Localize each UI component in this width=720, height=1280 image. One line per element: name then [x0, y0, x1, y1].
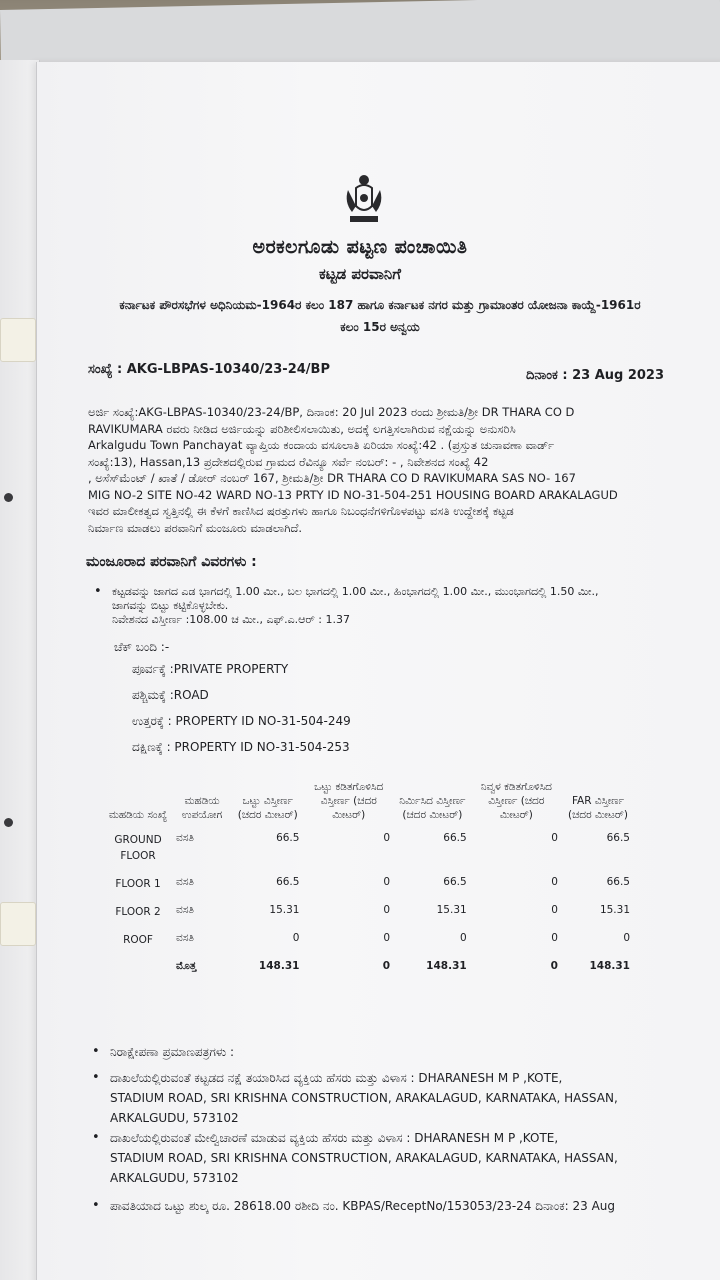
cell-value: 66.5: [276, 832, 300, 844]
cell-total: 148.31: [589, 960, 630, 972]
table-row: [104, 926, 634, 954]
plan-prepared-line: • ದಾಖಲೆಯಲ್ಲಿರುವಂತೆ ಕಟ್ಟಡದ ನಕ್ಷೆ ತಯಾರಿಸಿದ ವ್ಯಕ್ತಿಯ ಹೆಸರು ಮತ್ತು ವಿಳಾಸ : DHARANESH M P ,KOTE,: [110, 1071, 563, 1085]
column-header: FAR ವಿಸ್ತೀರ್ಣ (ಚದರ ಮೀಟರ್): [568, 795, 628, 821]
supervised-line: ARKALGUDU, 573102: [110, 1171, 239, 1185]
paragraph-line: Arkalgudu Town Panchayat ವ್ಯಾಪ್ತಿಯ ಕಂದಾಯ ವಸೂಲಾತಿ ಏರಿಯಾ ಸಂಖ್ಯೆ:42 . (ಪ್ರಸ್ತುತ ಚುನಾವಣಾ ವಾರ್ಡ್: [88, 438, 555, 452]
setback-details: [112, 585, 652, 627]
cell-total: 148.31: [426, 960, 467, 972]
cell-value: 0: [383, 904, 391, 916]
reference-number: ಸಂಖ್ಯೆ : AKG-LBPAS-10340/23-24/BP: [88, 362, 330, 377]
cell-value: 0: [292, 932, 300, 944]
cell-usage: ವಸತಿ: [176, 904, 194, 916]
column-header: ಒಟ್ಟು ವಿಸ್ತೀರ್ಣ (ಚದರ ಮೀಟರ್): [237, 795, 298, 821]
cell-value: 0: [383, 932, 391, 944]
cell-total-label: ಮೊತ್ತ: [176, 960, 197, 972]
cell-value: 0: [383, 876, 391, 888]
plan-prepared-line: STADIUM ROAD, SRI KRISHNA CONSTRUCTION, ARAKALAGUD, KARNATAKA, HASSAN,: [110, 1091, 618, 1105]
boundary-west: ಪಶ್ಚಿಮಕ್ಕೆ :ROAD: [132, 688, 209, 702]
table-total-row: [104, 954, 634, 979]
supervised-by: [110, 1128, 618, 1188]
column-header: ಮಹಡಿಯ ಸಂಖ್ಯೆ: [108, 809, 168, 821]
cell-floor: [104, 954, 172, 979]
checkbandi-heading: ಚೆಕ್ ಬಂದಿ :-: [114, 640, 170, 654]
table-row: [104, 826, 634, 870]
cell-value: 15.31: [436, 904, 467, 916]
cell-value: 15.31: [599, 904, 630, 916]
paragraph-line: ನಿರ್ಮಾಣ ಮಾಡಲು ಪರವಾನಿಗೆ ಮಂಜೂರು ಮಾಡಲಾಗಿದೆ.: [88, 520, 303, 535]
paragraph-line: , ಅಸೆಸ್‌ಮೆಂಟ್ / ಖಾತೆ / ಡೋರ್ ನಂಬರ್ 167, ಶ್ರೀಮತಿ/ಶ್ರೀ DR THARA CO D RAVIKUMARA SAS NO- 167: [88, 471, 576, 485]
table-row: [104, 870, 634, 898]
cell-usage: ವಸತಿ: [176, 832, 194, 844]
floor-area-table: [104, 780, 634, 979]
cell-total: 0: [550, 960, 558, 972]
cell-usage: ವಸತಿ: [176, 932, 194, 944]
cell-value: 0: [623, 932, 630, 944]
cell-value: 66.5: [606, 876, 630, 888]
cell-floor: GROUND FLOOR: [114, 834, 162, 862]
cell-total: 148.31: [258, 960, 300, 972]
setback-line: • ಕಟ್ಟಡವನ್ನು ಜಾಗದ ಎಡ ಭಾಗದಲ್ಲಿ 1.00 ಮೀ., ಬಲ ಭಾಗದಲ್ಲಿ 1.00 ಮೀ., ಹಿಂಭಾಗದಲ್ಲಿ 1.00 ಮೀ., ಮುಂಭಾಗದಲ್ಲಿ 1.50 ಮೀ.,: [112, 585, 599, 598]
cell-floor: FLOOR 1: [115, 878, 161, 890]
cell-total: 0: [382, 960, 391, 972]
noc-heading: • ನಿರಾಕ್ಷೇಪಣಾ ಪ್ರಮಾಣಪತ್ರಗಳು :: [110, 1042, 234, 1062]
paragraph-line: MIG NO-2 SITE NO-42 WARD NO-13 PRTY ID NO-31-504-251 HOUSING BOARD ARAKALAGUD: [88, 487, 618, 502]
government-emblem-icon: [342, 172, 386, 226]
supervised-line: • ದಾಖಲೆಯಲ್ಲಿರುವಂತೆ ಮೇಲ್ವಿಚಾರಣೆ ಮಾಡುವ ವ್ಯಕ್ತಿಯ ಹೆಸರು ಮತ್ತು ವಿಳಾಸ : DHARANESH M P ,KOTE,: [110, 1131, 559, 1145]
page-title: ಅರಕಲಗೂಡು ಪಟ್ಟಣ ಪಂಚಾಯಿತಿ: [252, 236, 468, 258]
setback-line: ಜಾಗವನ್ನು ಬಿಟ್ಟು ಕಟ್ಟಿಕೊಳ್ಳಬೇಕು.: [112, 599, 229, 612]
paragraph-line: ಸಂಖ್ಯೆ:13), Hassan,13 ಪ್ರದೇಶದಲ್ಲಿರುವ ಗ್ರಾಮದ ರೆವಿನ್ಯೂ ಸರ್ವೆ ನಂಬರ್: - , ನಿವೇಶನದ ಸಂಖ್ಯೆ 42: [88, 454, 489, 469]
section-heading: ಮಂಜೂರಾದ ಪರವಾನಿಗೆ ವಿವರಗಳು :: [86, 554, 257, 570]
paragraph-line: ಇವರ ಮಾಲೀಕತ್ವದ ಸ್ವತ್ತಿನಲ್ಲಿ ಈ ಕೆಳಗೆ ಕಾಣಿಸಿದ ಷರತ್ತುಗಳು ಹಾಗೂ ನಿಬಂಧನೆಗಳಿಗೊಳಪಟ್ಟು ವಸತಿ ಉದ್ದೇಶಕ್ಕೆ ಕಟ್ಟಡ: [88, 504, 514, 518]
boundary-north: ಉತ್ತರಕ್ಕೆ : PROPERTY ID NO-31-504-249: [132, 714, 351, 728]
cell-value: 66.5: [443, 832, 467, 844]
column-header: ಒಟ್ಟು ಕಡಿತಗೊಳಿಸಿದ ವಿಸ್ತೀರ್ಣ (ಚದರ ಮೀಟರ್): [314, 781, 384, 821]
supervised-line: STADIUM ROAD, SRI KRISHNA CONSTRUCTION, ARAKALAGUD, KARNATAKA, HASSAN,: [110, 1151, 618, 1165]
column-header: ನಿರ್ಮಿಸಿದ ವಿಸ್ತೀರ್ಣ (ಚದರ ಮೀಟರ್): [399, 795, 466, 821]
paragraph-line: ಅರ್ಜಿ ಸಂಖ್ಯೆ:AKG-LBPAS-10340/23-24/BP, ದಿನಾಂಕ: 20 Jul 2023 ರಂದು ಶ್ರೀಮತಿ/ಶ್ರೀ DR THARA CO D: [88, 405, 575, 419]
boundary-east: ಪೂರ್ವಕ್ಕೆ :PRIVATE PROPERTY: [132, 662, 289, 676]
legal-reference-line: ಕಲಂ 15ರ ಅನ್ವಯ: [340, 320, 420, 334]
cell-value: 66.5: [606, 832, 630, 844]
setback-line: ನಿವೇಶನದ ವಿಸ್ತೀರ್ಣ :108.00 ಚ ಮೀ., ಎಫ್.ಎ.ಆರ್ : 1.37: [112, 613, 351, 626]
table-header-row: [104, 780, 634, 826]
cell-floor: FLOOR 2: [115, 906, 161, 918]
legal-reference-line: ಕರ್ನಾಟಕ ಪೌರಸಭೆಗಳ ಅಧಿನಿಯಮ-1964ರ ಕಲಂ 187 ಹಾಗೂ ಕರ್ನಾಟಕ ನಗರ ಮತ್ತು ಗ್ರಾಮಾಂತರ ಯೋಜನಾ ಕಾಯ್ದೆ-1961ರ: [119, 298, 641, 312]
cell-usage: ವಸತಿ: [176, 876, 194, 888]
intro-paragraph: [88, 404, 648, 536]
plan-prepared-line: ARKALGUDU, 573102: [110, 1111, 239, 1125]
cell-value: 0: [551, 904, 558, 916]
fee-paid: • ಪಾವತಿಯಾದ ಒಟ್ಟು ಶುಲ್ಕ ರೂ. 28618.00 ರಶೀದಿ ನಂ. KBPAS/ReceptNo/153053/23-24 ದಿನಾಂಕ: 23 Aug: [110, 1196, 615, 1216]
legal-reference: [80, 294, 680, 338]
cell-value: 0: [460, 932, 467, 944]
cell-value: 66.5: [443, 876, 467, 888]
column-header: ಮಹಡಿಯ ಉಪಯೋಗ: [181, 795, 223, 821]
cell-value: 0: [551, 832, 558, 844]
cell-value: 15.31: [269, 904, 300, 916]
paragraph-line: RAVIKUMARA ರವರು ನೀಡಿದ ಅರ್ಜಿಯನ್ನು ಪರಿಶೀಲಿಸಲಾಯಿತು, ಅದಕ್ಕೆ ಲಗತ್ತಿಸಲಾಗಿರುವ ನಕ್ಷೆಯನ್ನು ಅನುಸರಿಸಿ: [88, 421, 516, 436]
boundary-south: ದಕ್ಷಿಣಕ್ಕೆ : PROPERTY ID NO-31-504-253: [132, 740, 350, 754]
cell-value: 0: [551, 876, 558, 888]
cell-value: 0: [551, 932, 558, 944]
cell-floor: ROOF: [123, 934, 153, 946]
plan-prepared-by: [110, 1068, 618, 1128]
column-header: ನಿವ್ವಳ ಕಡಿತಗೊಳಿಸಿದ ವಿಸ್ತೀರ್ಣ (ಚದರ ಮೀಟರ್): [480, 781, 552, 821]
cell-value: 66.5: [276, 876, 300, 888]
reference-date: ದಿನಾಂಕ : 23 Aug 2023: [526, 368, 665, 383]
table-row: [104, 898, 634, 926]
page-subtitle: ಕಟ್ಟಡ ಪರವಾನಿಗೆ: [319, 265, 401, 283]
cell-value: 0: [383, 832, 391, 844]
